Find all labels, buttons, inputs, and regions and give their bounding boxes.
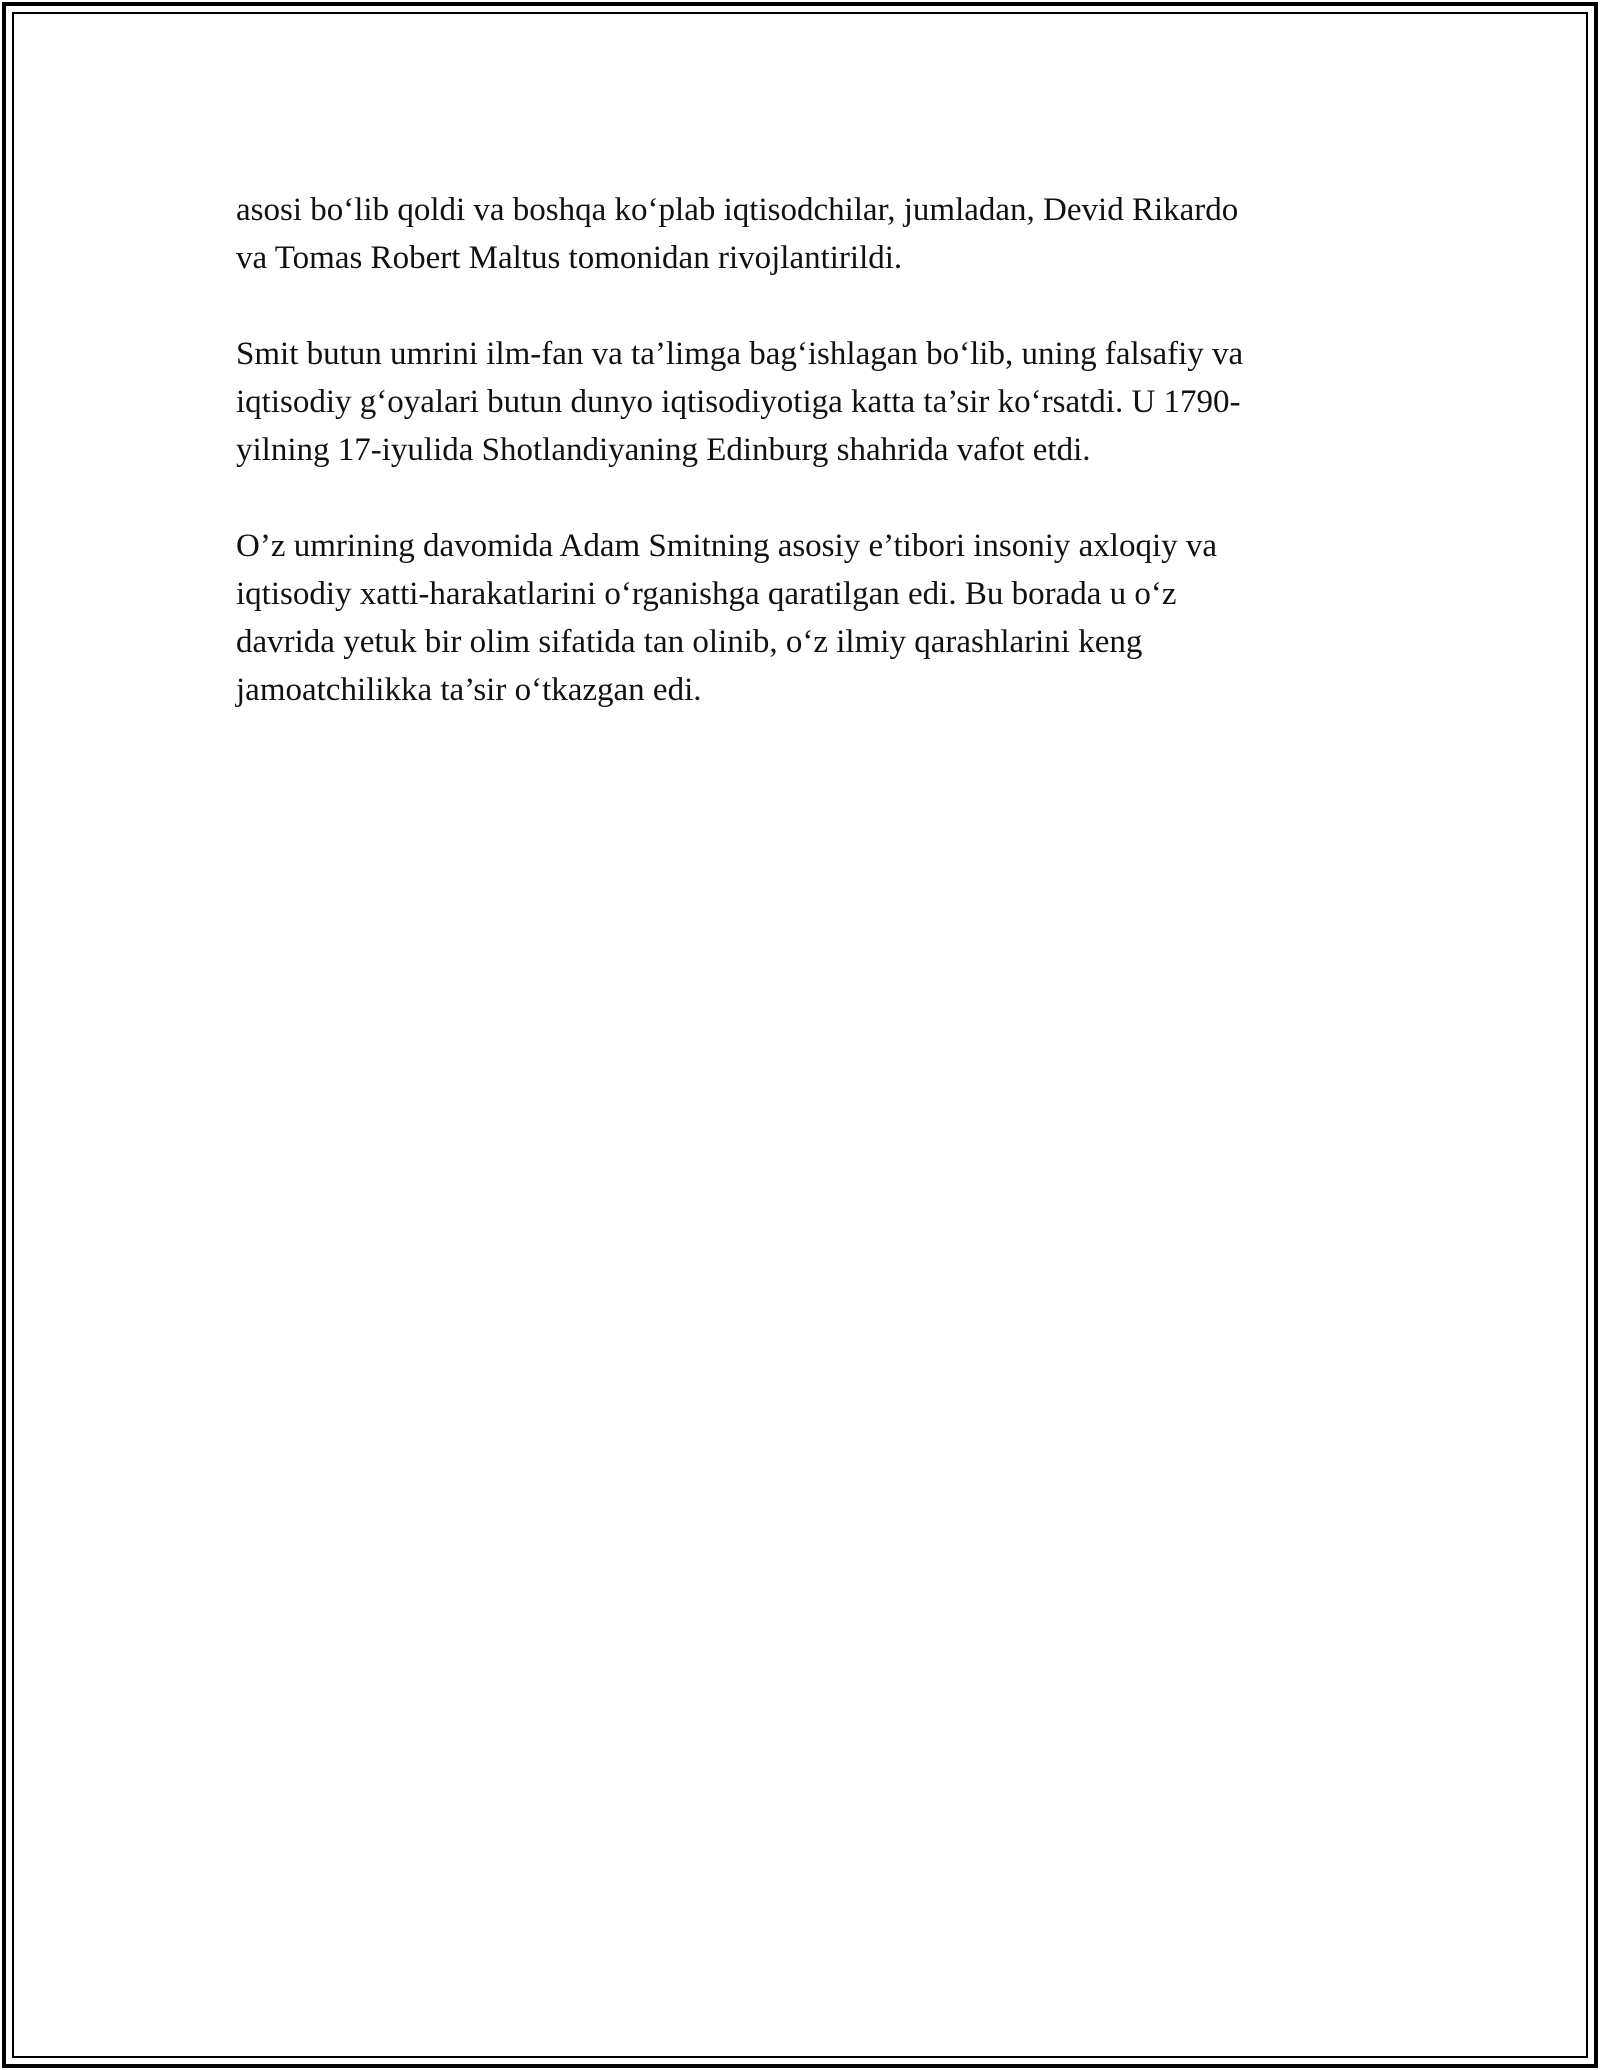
paragraph-2 <box>236 330 1366 474</box>
text-line: iqtisodiy g‘oyalari butun dunyo iqtisodiyotiga katta ta’sir ko‘rsatdi. U 1790- <box>236 384 1241 420</box>
paragraph-1 <box>236 186 1366 282</box>
document-body <box>236 186 1366 714</box>
text-line: davrida yetuk bir olim sifatida tan olinib, o‘z ilmiy qarashlarini keng <box>236 624 1143 660</box>
text-line: jamoatchilikka ta’sir o‘tkazgan edi. <box>236 672 702 708</box>
text-line: iqtisodiy xatti-harakatlarini o‘rganishga qaratilgan edi. Bu borada u o‘z <box>236 576 1177 612</box>
text-line: yilning 17-iyulida Shotlandiyaning Edinburg shahrida vafot etdi. <box>236 432 1091 468</box>
paragraph-3 <box>236 522 1366 714</box>
text-line: va Tomas Robert Maltus tomonidan rivojlantirildi. <box>236 240 903 276</box>
text-line: Smit butun umrini ilm-fan va ta’limga bag‘ishlagan bo‘lib, uning falsafiy va <box>236 336 1244 372</box>
text-line: asosi bo‘lib qoldi va boshqa ko‘plab iqtisodchilar, jumladan, Devid Rikardo <box>236 192 1239 228</box>
text-line: O’z umrining davomida Adam Smitning asosiy e’tibori insoniy axloqiy va <box>236 528 1218 564</box>
